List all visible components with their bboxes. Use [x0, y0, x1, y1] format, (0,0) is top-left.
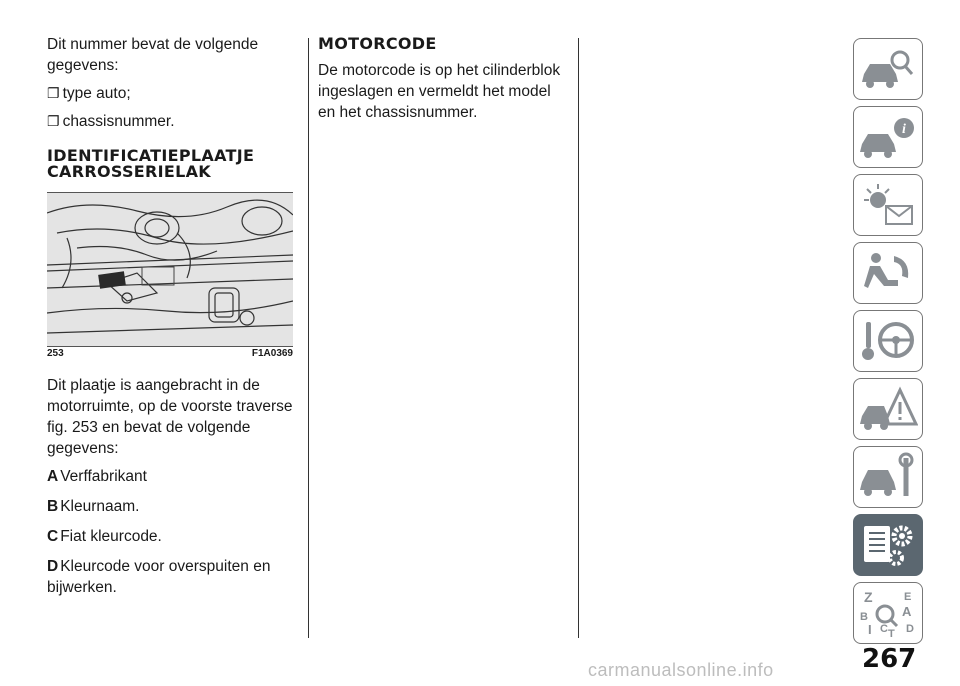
figure-number: 253 — [47, 348, 64, 359]
key-steering-wheel-icon — [858, 316, 918, 366]
airbag-seat-icon — [858, 248, 918, 298]
warning-light-mail-icon — [858, 180, 918, 230]
svg-text:D: D — [906, 623, 914, 635]
bullet-item: ❐ type auto; — [47, 85, 131, 102]
svg-text:C: C — [880, 623, 888, 635]
car-warning-triangle-icon — [858, 384, 918, 434]
watermark: carmanualsonline.info — [588, 660, 774, 680]
tab-specifications[interactable] — [853, 514, 923, 576]
chapter-tabs — [853, 38, 923, 650]
car-search-icon — [858, 44, 918, 94]
legend-item: C Fiat kleurcode. — [47, 528, 162, 545]
engine-bay-photo — [47, 192, 293, 347]
plate-description: Dit plaatje is aangebracht in de motorruimte, op de voorste traverse fig. 253 en bevat de volgende gegevens: — [47, 377, 293, 457]
svg-text:i: i — [902, 122, 906, 137]
tab-car-search[interactable] — [853, 38, 923, 100]
index-letters-search-icon — [858, 588, 918, 638]
intro-text: Dit nummer bevat de volgende gegevens: — [47, 36, 259, 74]
figure-253 — [47, 192, 293, 361]
checkbox-bullet-icon: ❐ — [47, 85, 60, 101]
page-number: 267 — [862, 644, 917, 674]
column-divider-1 — [308, 38, 309, 638]
tab-car-info[interactable] — [853, 106, 923, 168]
tab-index[interactable] — [853, 582, 923, 644]
svg-text:Z: Z — [864, 589, 873, 605]
svg-text:B: B — [860, 611, 868, 623]
engine-code-text: De motorcode is op het cilinderblok ingeslagen en vermeldt het model en het chassisnummer. — [318, 62, 561, 121]
section-heading-paint-plate: IDENTIFICATIEPLAATJE CARROSSERIELAK — [47, 146, 255, 181]
figure-caption — [47, 347, 293, 361]
legend-list — [47, 466, 299, 598]
svg-text:I: I — [868, 622, 872, 637]
legend-item: D Kleurcode voor overspuiten en bijwerken. — [47, 558, 271, 596]
tab-starting-driving[interactable] — [853, 310, 923, 372]
svg-text:A: A — [902, 604, 912, 619]
section-heading-engine-code: MOTORCODE — [318, 34, 437, 53]
bullet-item: ❐ chassisnummer. — [47, 113, 175, 130]
tab-maintenance[interactable] — [853, 446, 923, 508]
specifications-gears-icon — [858, 520, 918, 570]
figure-code: F1A0369 — [251, 348, 293, 359]
legend-item: A Verffabrikant — [47, 468, 147, 485]
tab-warning-lights[interactable] — [853, 174, 923, 236]
left-column — [47, 34, 299, 607]
legend-item: B Kleurnaam. — [47, 498, 140, 515]
column-divider-2 — [578, 38, 579, 638]
car-wrench-icon — [858, 452, 918, 502]
svg-text:T: T — [888, 628, 895, 638]
car-info-icon — [858, 112, 918, 162]
tab-safety[interactable] — [853, 242, 923, 304]
svg-text:E: E — [904, 591, 912, 603]
middle-column — [318, 34, 568, 130]
tab-emergency[interactable] — [853, 378, 923, 440]
checkbox-bullet-icon: ❐ — [47, 113, 60, 129]
